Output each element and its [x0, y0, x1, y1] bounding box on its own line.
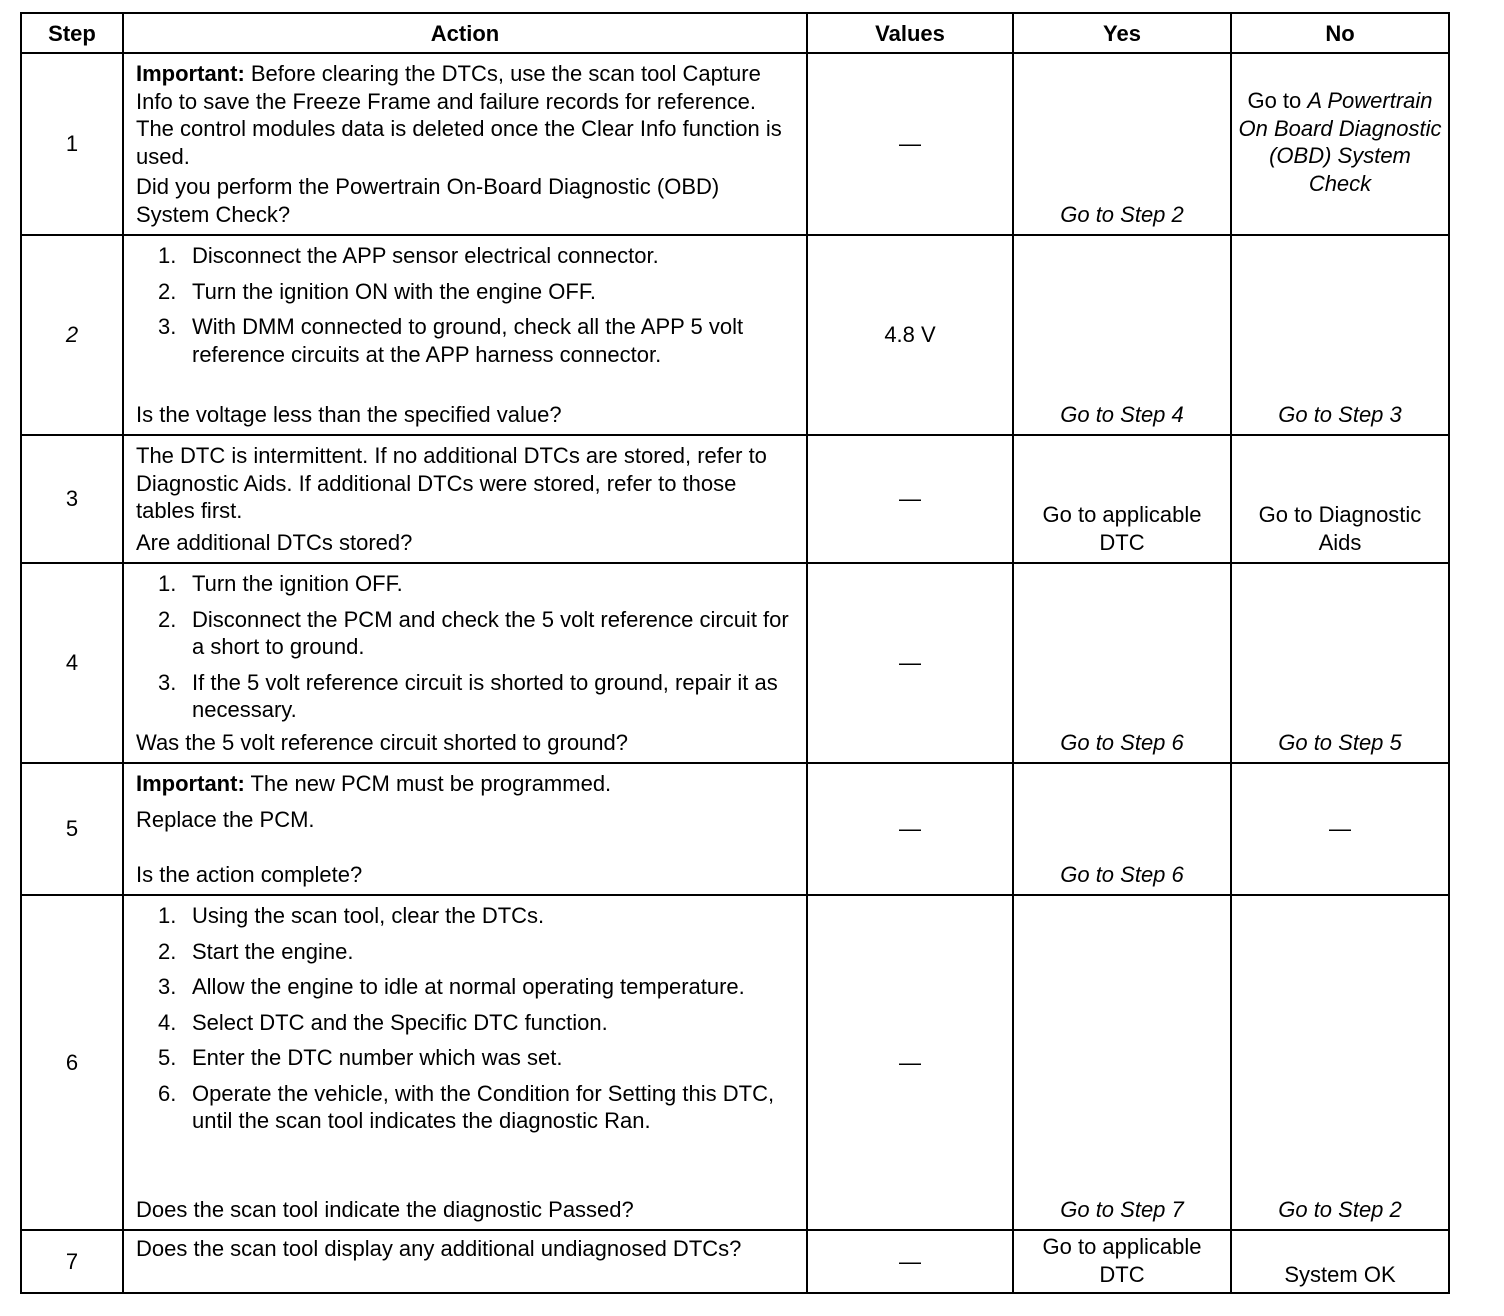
- important-label: Important:: [136, 771, 245, 796]
- yes-outcome: Go to Step 6: [1060, 729, 1184, 755]
- yes-outcome: Go to Step 4: [1060, 401, 1184, 427]
- table-row: [20, 434, 1450, 562]
- important-text: Before clearing the DTCs, use the scan tool Capture Info to save the Freeze Frame and failure records for reference. The control modules data is deleted once the Clear Info function is used.: [136, 61, 782, 169]
- action-steps: [136, 242, 796, 368]
- no-outcome: Go to Step 2: [1278, 1196, 1402, 1222]
- yes-outcome: Go to Step 2: [1060, 201, 1184, 227]
- list-item: 5. Enter the DTC number which was set.: [158, 1045, 563, 1070]
- step-number: 3: [65, 486, 79, 511]
- header-step: Step: [20, 12, 122, 52]
- table-header-row: [20, 12, 1450, 52]
- action-steps: [136, 570, 796, 724]
- table-row: [20, 52, 1450, 234]
- action-steps: [136, 902, 796, 1135]
- important-label: Important:: [136, 61, 245, 86]
- step-number: 1: [65, 131, 79, 156]
- list-item: 3. Allow the engine to idle at normal operating temperature.: [158, 974, 745, 999]
- table-row: [20, 762, 1450, 894]
- header-no: No: [1230, 12, 1450, 52]
- no-outcome: Go to Step 3: [1278, 401, 1402, 427]
- table-row: [20, 562, 1450, 762]
- step-value: —: [899, 816, 921, 841]
- list-item: 1. Turn the ignition OFF.: [158, 571, 403, 596]
- step-value: 4.8 V: [884, 322, 936, 347]
- header-values: Values: [806, 12, 1012, 52]
- step-value: —: [899, 131, 921, 156]
- step-number: 5: [65, 816, 79, 841]
- list-item: 2. Start the engine.: [158, 938, 354, 964]
- step-question: Does the scan tool indicate the diagnostic Passed?: [136, 1196, 634, 1222]
- diagnostic-table: [20, 12, 1450, 1294]
- step-question: Did you perform the Powertrain On-Board Diagnostic (OBD) System Check?: [136, 174, 720, 227]
- step-value: —: [899, 1248, 921, 1274]
- table-row: [20, 894, 1450, 1229]
- yes-outcome: Go to applicable DTC: [1042, 1234, 1202, 1287]
- list-item: 1. Using the scan tool, clear the DTCs.: [158, 903, 545, 928]
- yes-outcome: Go to applicable DTC: [1042, 502, 1202, 555]
- list-item: 4. Select DTC and the Specific DTC function.: [158, 1009, 608, 1035]
- list-item: 1. Disconnect the APP sensor electrical connector.: [158, 243, 659, 268]
- step-question: Is the action complete?: [136, 861, 363, 887]
- no-outcome: System OK: [1284, 1261, 1396, 1287]
- step-question: Was the 5 volt reference circuit shorted to ground?: [136, 729, 628, 755]
- no-outcome: [1236, 87, 1444, 197]
- important-note: [136, 770, 796, 798]
- header-yes: Yes: [1012, 12, 1230, 52]
- step-question: Are additional DTCs stored?: [136, 529, 413, 555]
- step-question: Is the voltage less than the specified value?: [136, 401, 562, 427]
- yes-outcome: Go to Step 7: [1060, 1196, 1184, 1222]
- step-value: —: [899, 650, 921, 675]
- step-number: 6: [65, 1049, 79, 1075]
- action-text: Replace the PCM.: [136, 806, 315, 832]
- list-item: 2. Turn the ignition ON with the engine OFF.: [158, 278, 596, 304]
- list-item: 3. With DMM connected to ground, check all the APP 5 volt reference circuits at the APP harness connector.: [158, 314, 744, 367]
- action-text: The DTC is intermittent. If no additional DTCs are stored, refer to Diagnostic Aids. If additional DTCs were stored, refer to those tables first.: [136, 443, 767, 523]
- important-text: The new PCM must be programmed.: [244, 771, 612, 796]
- list-item: 6. Operate the vehicle, with the Condition for Setting this DTC, until the scan tool indicates the diagnostic Ran.: [158, 1080, 775, 1133]
- step-question: Does the scan tool display any additional undiagnosed DTCs?: [136, 1236, 742, 1261]
- step-value: —: [899, 1049, 921, 1075]
- list-item: 3. If the 5 volt reference circuit is shorted to ground, repair it as necessary.: [158, 669, 778, 722]
- no-outcome-prefix: Go to: [1247, 88, 1308, 113]
- important-note: [136, 60, 796, 170]
- yes-outcome: Go to Step 6: [1060, 861, 1184, 887]
- header-action: Action: [122, 12, 806, 52]
- no-outcome: Go to Diagnostic Aids: [1258, 502, 1422, 555]
- no-outcome: Go to Step 5: [1278, 729, 1402, 755]
- table-row: [20, 1229, 1450, 1294]
- step-number: 4: [65, 650, 79, 675]
- no-outcome: —: [1329, 816, 1351, 841]
- step-value: —: [899, 486, 921, 511]
- step-number: 2: [65, 322, 79, 347]
- table-row: [20, 234, 1450, 434]
- step-number: 7: [65, 1248, 79, 1274]
- list-item: 2. Disconnect the PCM and check the 5 volt reference circuit for a short to ground.: [158, 606, 789, 659]
- obd-system-check-link: A Powertrain On Board Diagnostic (OBD) System Check: [1238, 88, 1442, 196]
